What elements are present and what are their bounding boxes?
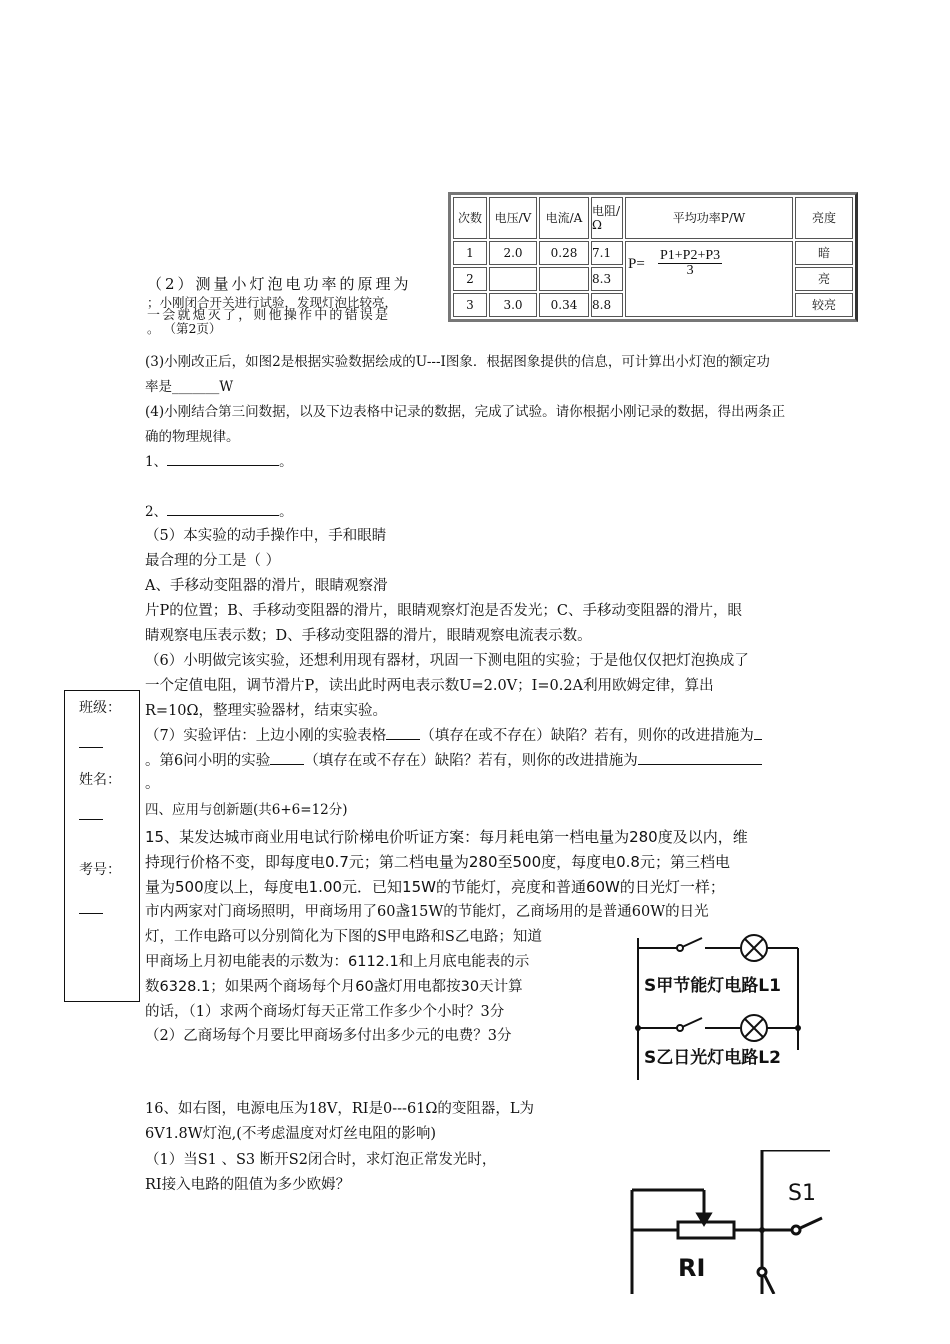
q15-line-9: （2）乙商场每个月要比甲商场多付出多少元的电费？3分 — [145, 1028, 512, 1044]
q4-item-2-end: 。 — [279, 504, 293, 520]
q16-line-1: 16、如右图，电源电压为18V，RI是0---61Ω的变阻器，L为 — [145, 1101, 535, 1117]
answer-blank[interactable] — [638, 764, 762, 765]
id-blank[interactable] — [79, 913, 103, 914]
circuit-label-bottom: S乙日光灯电路L2 — [644, 1048, 781, 1068]
class-blank[interactable] — [79, 747, 103, 748]
lighting-circuit-diagram — [630, 930, 810, 1080]
table-cell: 亮 — [795, 267, 853, 291]
q6-line-2: 一个定值电阻，调节滑片P，读出此时两电表示数U=2.0V；I=0.2A利用欧姆定律，算出 — [145, 678, 714, 694]
q4-item-2-label: 2、 — [145, 504, 168, 520]
q15-line-1: 15、某发达城市商业用电试行阶梯电价听证方案：每月耗电第一档电量为280度及以内，维 — [145, 828, 748, 846]
table-cell: 0.28 — [539, 241, 589, 265]
q15-line-2: 持现行价格不变，即每度电0.7元；第二档电量为280至500度，每度电0.8元；第三档电 — [145, 853, 730, 871]
id-label: 考号： — [79, 862, 121, 878]
answer-blank[interactable] — [167, 465, 279, 466]
name-blank[interactable] — [79, 819, 103, 820]
q5-line-4: 片P的位置；B、手移动变阻器的滑片，眼睛观察灯泡是否发光；C、手移动变阻器的滑片，眼 — [145, 603, 743, 619]
q15-line-7: 数6328.1；如果两个商场每个月60盏灯用电都按30天计算 — [145, 979, 523, 995]
table-header: 电压/V — [489, 197, 537, 239]
switch-s1-label: S1 — [788, 1181, 816, 1206]
power-formula — [626, 243, 792, 315]
answer-blank[interactable] — [386, 739, 420, 740]
q5-line-2: 最合理的分工是（ ） — [145, 553, 281, 569]
q7-text: （填存在或不存在）缺陷？若有，则你的改进措施为 — [420, 728, 754, 744]
q2-line-3: 一会就熄灭了，则他操作中的错误是 — [147, 308, 391, 323]
q2-line-1: （2）测量小灯泡电功率的原理为 — [147, 275, 412, 293]
q2-line-4: 。 （第2页） — [147, 321, 222, 336]
table-row — [453, 241, 853, 265]
q4-item-1-end: 。 — [279, 454, 293, 470]
table-header: 电流/A — [539, 197, 589, 239]
q4-line-b: 确的物理规律。 — [145, 429, 240, 445]
table-cell: 2.0 — [489, 241, 537, 265]
table-cell: 较亮 — [795, 293, 853, 317]
name-label: 姓名： — [79, 772, 121, 788]
table-header-row — [453, 197, 853, 239]
table-header: 次数 — [453, 197, 487, 239]
q4-answer-1 — [145, 450, 810, 475]
table-cell: 8.3 — [591, 267, 623, 291]
experiment-table — [448, 192, 858, 322]
q2-line-2: ；小刚闭合开关进行试验，发现灯泡比较亮， — [147, 295, 398, 310]
q7-line-1 — [145, 724, 810, 749]
q5-line-1: （5）本实验的动手操作中，手和眼睛 — [145, 528, 387, 544]
q5-line-5: 睛观察电压表示数；D、手移动变阻器的滑片，眼睛观察电流表示数。 — [145, 628, 592, 644]
table-cell — [539, 267, 589, 291]
q6-line-1: （6）小明做完该实验，还想利用现有器材，巩固一下测电阻的实验；于是他仅仅把灯泡换成了 — [145, 653, 749, 669]
table-cell: 7.1 — [591, 241, 623, 265]
q15-line-8: 的话，（1）求两个商场灯每天正常工作多少个小时？3分 — [145, 1004, 505, 1020]
q3-line-a: (3)小刚改正后，如图2是根据实验数据绘成的U---I图象．根据图象提供的信息，可计算出小灯泡的额定功 — [145, 354, 770, 370]
q16-line-4: RI接入电路的阻值为多少欧姆？ — [145, 1177, 351, 1193]
q6-line-3: R=10Ω，整理实验器材，结束实验。 — [145, 703, 388, 719]
student-info-box — [64, 690, 140, 1002]
class-label: 班级： — [79, 700, 121, 716]
answer-blank[interactable] — [270, 764, 304, 765]
q7-text: 。第6问小明的实验 — [145, 753, 271, 769]
table-cell: 8.8 — [591, 293, 623, 317]
formula-numerator: P1+P2+P3 — [660, 248, 721, 263]
q16-line-3: （1）当S1 、S3 断开S2闭合时，求灯泡正常发光时， — [145, 1152, 497, 1168]
q3-line-b: 率是_______W — [145, 379, 234, 395]
rheostat-label: RI — [678, 1254, 706, 1282]
q15-line-6: 甲商场上月初电能表的示数为：6112.1和上月底电能表的示 — [145, 954, 530, 970]
q7-text: （填存在或不存在）缺陷？若有，则你的改进措施为 — [304, 753, 638, 769]
answer-blank[interactable] — [167, 515, 279, 516]
table-cell: 暗 — [795, 241, 853, 265]
q4-answer-2 — [145, 500, 810, 525]
section-heading: 四、应用与创新题(共6+6=12分) — [145, 802, 348, 818]
power-formula-cell — [625, 241, 793, 317]
table-header: 电阻/Ω — [591, 197, 623, 239]
table-cell — [489, 267, 537, 291]
rheostat-circuit-diagram — [626, 1150, 830, 1294]
q15-line-5: 灯，工作电路可以分别简化为下图的S甲电路和S乙电路；知道 — [145, 929, 542, 945]
formula-lhs: P= — [628, 256, 645, 272]
answer-blank[interactable] — [754, 739, 762, 740]
table-cell: 3.0 — [489, 293, 537, 317]
q5-line-3: A、手移动变阻器的滑片，眼睛观察滑 — [145, 578, 388, 594]
table-cell: 2 — [453, 267, 487, 291]
q7-line-3: 。 — [145, 776, 160, 792]
table-cell: 3 — [453, 293, 487, 317]
circuit-label-top: S甲节能灯电路L1 — [644, 976, 781, 996]
q4-line-a: (4)小刚结合第三问数据，以及下边表格中记录的数据，完成了试验。请你根据小刚记录的数据，得出两条正 — [145, 404, 786, 420]
table-header: 亮度 — [795, 197, 853, 239]
q4-item-1-label: 1、 — [145, 454, 168, 470]
formula-denominator: 3 — [686, 263, 694, 278]
q16-line-2: 6V1.8W灯泡,(不考虑温度对灯丝电阻的影响) — [145, 1126, 437, 1142]
q7-text: （7）实验评估：上边小刚的实验表格 — [145, 728, 387, 744]
table-cell: 1 — [453, 241, 487, 265]
table-cell: 0.34 — [539, 293, 589, 317]
q15-line-3: 量为500度以上，每度电1.00元．已知15W的节能灯，亮度和普通60W的日光灯一样； — [145, 878, 725, 896]
q7-line-2 — [145, 749, 810, 774]
table-header: 平均功率P/W — [625, 197, 793, 239]
q15-line-4: 市内两家对门商场照明，甲商场用了60盏15W的节能灯，乙商场用的是普通60W的日光 — [145, 904, 709, 920]
